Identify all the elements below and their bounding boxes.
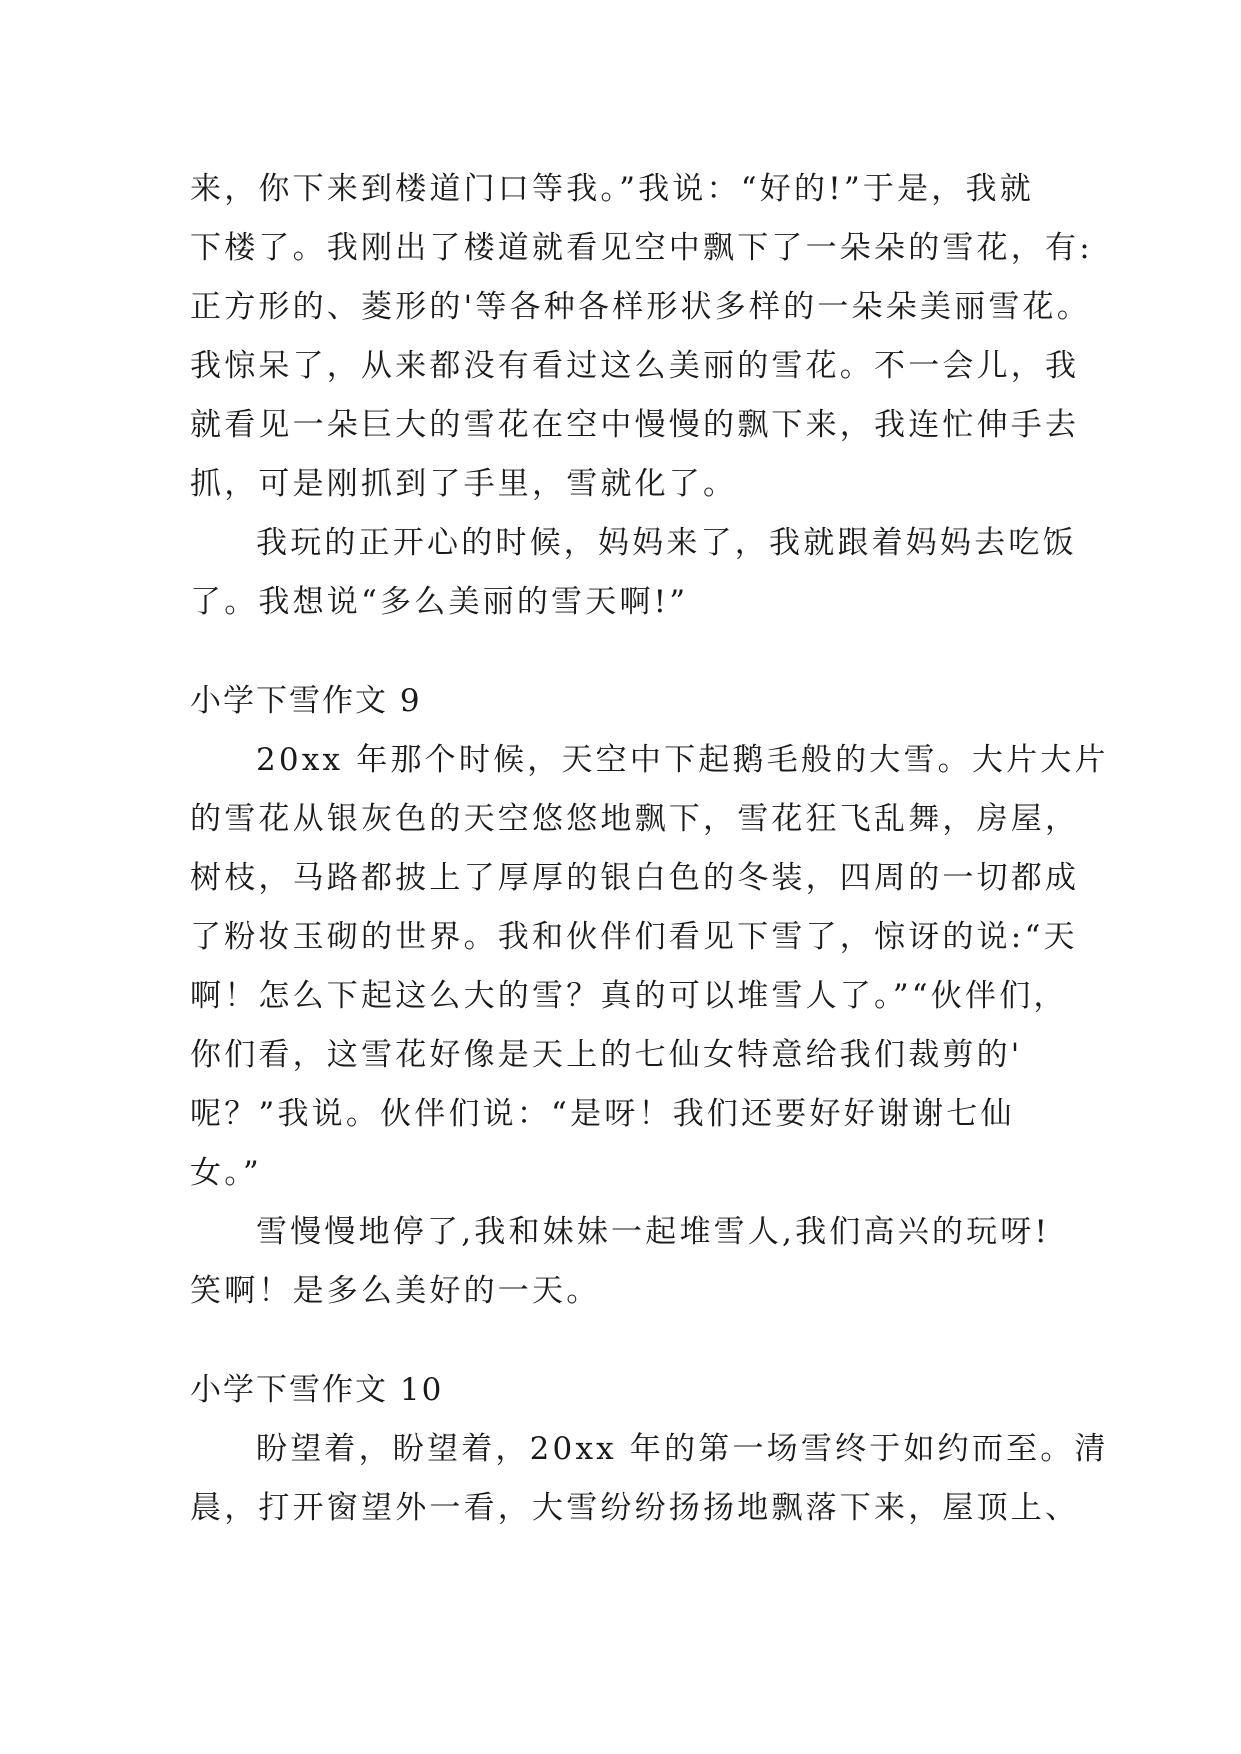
text-line: 女。” xyxy=(190,1155,262,1191)
text-line: 了。我想说“多么美丽的雪天啊!” xyxy=(190,584,689,620)
text-line: 笑啊！是多么美好的一天。 xyxy=(190,1273,601,1309)
text-line: 晨，打开窗望外一看，大雪纷纷扬扬地飘落下来，屋顶上、 xyxy=(190,1490,1080,1526)
paragraph-5 xyxy=(190,1420,1109,1538)
text-line: 的雪花从银灰色的天空悠悠地飘下，雪花狂飞乱舞，房屋， xyxy=(190,801,1080,837)
section-gap xyxy=(190,632,1070,672)
text-line: 来，你下来到楼道门口等我。”我说：“好的!”于是，我就 xyxy=(190,171,1034,207)
text-line: 20xx 年那个时候，天空中下起鹅毛般的大雪。大片大片 xyxy=(256,742,1109,778)
text-line: 就看见一朵巨大的雪花在空中慢慢的飘下来，我连忙伸手去 xyxy=(190,407,1080,443)
text-line: 你们看，这雪花好像是天上的七仙女特意给我们裁剪的' xyxy=(190,1037,1023,1073)
text-line: 我玩的正开心的时候，妈妈来了，我就跟着妈妈去吃饭 xyxy=(256,525,1077,561)
text-line: 抓，可是刚抓到了手里，雪就化了。 xyxy=(190,466,738,502)
text-line: 呢？”我说。伙伴们说：“是呀！我们还要好好谢谢七仙 xyxy=(190,1096,1015,1132)
section-heading-9: 小学下雪作文 9 xyxy=(190,683,422,719)
text-line: 雪慢慢地停了,我和妹妹一起堆雪人,我们高兴的玩呀! xyxy=(256,1214,1051,1250)
paragraph-2 xyxy=(190,514,1077,632)
text-line: 盼望着，盼望着，20xx 年的第一场雪终于如约而至。清 xyxy=(256,1431,1109,1467)
paragraph-1 xyxy=(190,160,1093,514)
text-line: 树枝，马路都披上了厚厚的银白色的冬装，四周的一切都成 xyxy=(190,860,1080,896)
text-line: 我惊呆了，从来都没有看过这么美丽的雪花。不一会儿，我 xyxy=(190,348,1080,384)
section-heading-10: 小学下雪作文 10 xyxy=(190,1372,444,1408)
text-line: 下楼了。我刚出了楼道就看见空中飘下了一朵朵的雪花，有: xyxy=(190,230,1093,266)
text-line: 正方形的、菱形的'等各种各样形状多样的一朵朵美丽雪花。 xyxy=(190,289,1091,325)
document-body xyxy=(190,160,1109,1538)
section-gap xyxy=(190,1321,1070,1361)
text-line: 了粉妆玉砌的世界。我和伙伴们看见下雪了，惊讶的说:“天 xyxy=(190,919,1078,955)
text-line: 啊！怎么下起这么大的雪？真的可以堆雪人了。”“伙伴们， xyxy=(190,978,1068,1014)
paragraph-4 xyxy=(190,1203,1070,1321)
paragraph-3 xyxy=(190,731,1109,1203)
